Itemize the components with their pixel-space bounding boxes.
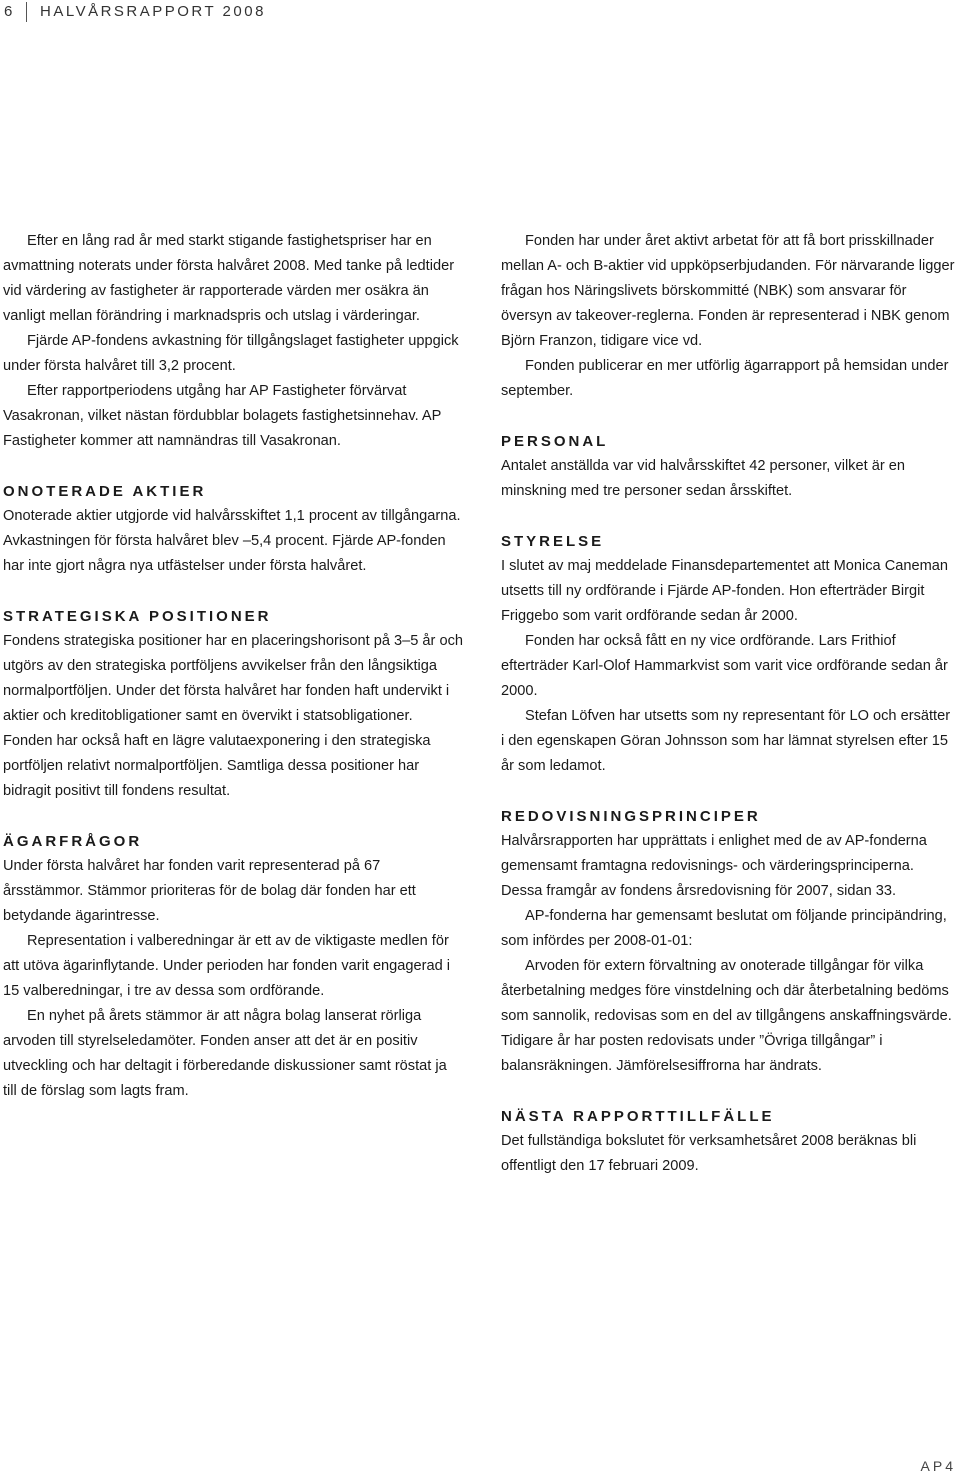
ownership-paragraph-2: Fonden publicerar en mer utförlig ägarrapport på hemsidan under september.	[501, 358, 949, 399]
section-heading-redovisning: REDOVISNINGSPRINCIPER	[501, 808, 761, 825]
intro-paragraph-1: Efter en lång rad år med starkt stigande fastighetspriser har en avmattning noterats under första halvåret 2008. Med tanke på ledtider vid värdering av fastigheter är rapporterade värden mer osäkra än vanligt mellan förändring i marknadspris och utslag i värderingar.	[3, 233, 455, 324]
intro-paragraph-3: Efter rapportperiodens utgång har AP Fastigheter förvärvat Vasakronan, vilket nästan fördubblar bolagets fastighetsinnehav. AP Fastigheter kommer att namnändras till Vasakronan.	[3, 383, 442, 449]
personal-paragraph: Antalet anställda var vid halvårsskiftet 42 personer, vilket är en minskning med tre personer sedan årsskiftet.	[501, 458, 905, 499]
intro-paragraph-2: Fjärde AP-fondens avkastning för tillgångslaget fastigheter uppgick under första halvåret till 3,2 procent.	[3, 333, 459, 374]
styrelse-paragraph-2: Fonden har också fått en ny vice ordförande. Lars Frithiof efterträder Karl-Olof Hammarkvist som varit vice ordförande sedan år 2000.	[501, 633, 948, 699]
report-title: HALVÅRSRAPPORT 2008	[40, 3, 266, 20]
section-heading-personal: PERSONAL	[501, 433, 609, 450]
styrelse-paragraph-3: Stefan Löfven har utsetts som ny representant för LO och ersätter i den egenskapen Göran Johnsson som har lämnat styrelsen efter 15 år som ledamot.	[501, 708, 951, 774]
redovisning-paragraph-2: AP-fonderna har gemensamt beslutat om följande principändring, som infördes per 2008-01-01:	[501, 908, 947, 949]
styrelse-paragraph-1: I slutet av maj meddelade Finansdepartementet att Monica Caneman utsetts till ny ordförande i Fjärde AP-fonden. Hon efterträder Birgit Friggebo som varit ordförande sedan år 2000.	[501, 558, 948, 624]
ap4-logo: AP4	[920, 1458, 956, 1474]
header-divider	[26, 2, 27, 22]
page-number: 6	[4, 3, 14, 20]
agarfragor-paragraph-3: En nyhet på årets stämmor är att några bolag lanserat rörliga arvoden till styrelseledamöter. Fonden anser att det är en positiv utveckling och har deltagit i förberedande diskussioner samt röstat ja till de förslag som lagts fram.	[3, 1008, 447, 1099]
nasta-paragraph: Det fullständiga bokslutet för verksamhetsåret 2008 beräknas bli offentligt den 17 februari 2009.	[501, 1133, 917, 1174]
section-heading-strategiska: STRATEGISKA POSITIONER	[3, 608, 272, 625]
redovisning-paragraph-3: Arvoden för extern förvaltning av onoterade tillgångar för vilka återbetalning medges före vinstdelning och där återbetalning bedöms som sannolik, redovisas som en del av tillgångens anskaffningsvärde. Tidigare år har posten redovisats under ”Övriga tillgångar” i balansräkningen. Jämförelsesiffrorna har ändrats.	[501, 958, 952, 1074]
agarfragor-paragraph-1: Under första halvåret har fonden varit representerad på 67 årsstämmor. Stämmor prioriteras för de bolag där fonden har ett betydande ägarintresse.	[3, 858, 416, 924]
section-heading-agarfragor: ÄGARFRÅGOR	[3, 833, 143, 850]
right-column	[501, 229, 956, 1179]
ownership-paragraph-1: Fonden har under året aktivt arbetat för att få bort prisskillnader mellan A- och B-aktier vid uppköpserbjudanden. För närvarande ligger frågan hos Näringslivets börskommitté (NBK) som ansvarar för översyn av takeover-reglerna. Fonden är representerad i NBK genom Björn Franzon, tidigare vice vd.	[501, 233, 955, 349]
onoterade-paragraph: Onoterade aktier utgjorde vid halvårsskiftet 1,1 procent av tillgångarna. Avkastningen för första halvåret blev –5,4 procent. Fjärde AP-fonden har inte gjort några nya utfästelser under första halvåret.	[3, 508, 461, 574]
page-header	[0, 0, 300, 26]
section-heading-styrelse: STYRELSE	[501, 533, 605, 550]
section-heading-nasta: NÄSTA RAPPORTTILLFÄLLE	[501, 1108, 775, 1125]
redovisning-paragraph-1: Halvårsrapporten har upprättats i enlighet med de av AP-fonderna gemensamt framtagna redovisnings- och värderingsprinciperna. Dessa framgår av fondens årsredovisning för 2007, sidan 33.	[501, 833, 927, 899]
agarfragor-paragraph-2: Representation i valberedningar är ett av de viktigaste medlen för att utöva ägarinflytande. Under perioden har fonden varit engagerad i 15 valberedningar, i tre av dessa som ordförande.	[3, 933, 451, 999]
strategiska-paragraph: Fondens strategiska positioner har en placeringshorisont på 3–5 år och utgörs av den strategiska portföljens avvikelser från den långsiktiga normalportföljen. Under det första halvåret har fonden haft undervikt i aktier och kreditobligationer samt en övervikt i statsobligationer. Fonden har också haft en lägre valutaexponering i den strategiska portföljen relativt normalportföljen. Samtliga dessa positioner har bidragit positivt till fondens resultat.	[3, 633, 463, 799]
left-column	[3, 229, 463, 1104]
section-heading-onoterade: ONOTERADE AKTIER	[3, 483, 207, 500]
